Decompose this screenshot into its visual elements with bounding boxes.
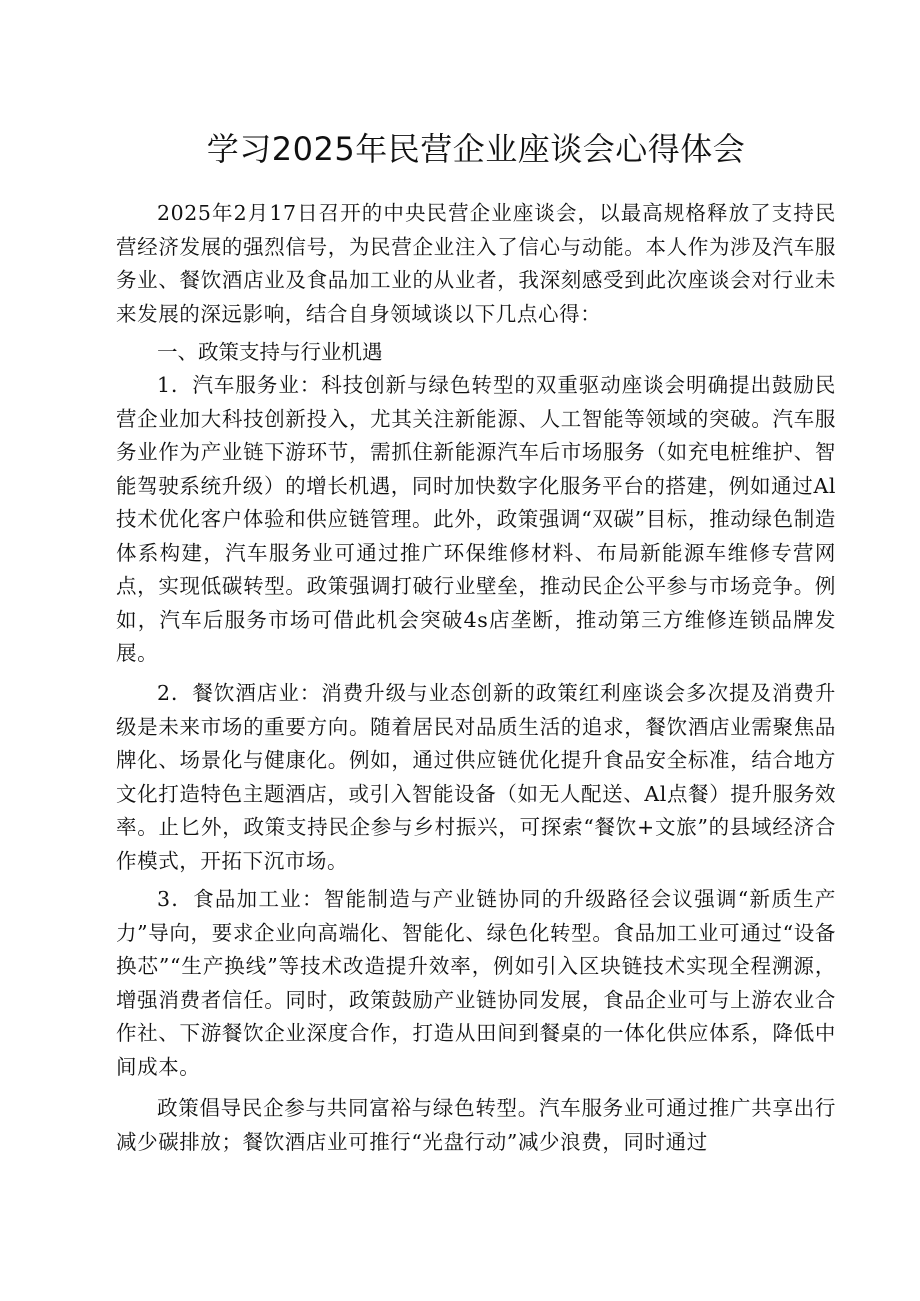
paragraph-common-prosperity: 政策倡导民企参与共同富裕与绿色转型。汽车服务业可通过推广共享出行减少碳排放；餐饮酒店业可推行“光盘行动”减少浪费，同时通过 bbox=[116, 1096, 836, 1154]
paragraph-catering-hotel: 2．餐饮酒店业：消费升级与业态创新的政策红利座谈会多次提及消费升级是未来市场的重要方向。随着居民对品质生活的追求，餐饮酒店业需聚焦品牌化、场景化与健康化。例如，通过供应链优化提升食品安全标准，结合地方文化打造特色主题酒店，或引入智能设备（如无人配送、Al点餐）提升服务效率。止匕外，政策支持民企参与乡村振兴，可探索“餐饮+文旅”的县域经济合作模式，开拓下沉市场。 bbox=[116, 681, 836, 873]
intro-paragraph: 2025年2月17日召开的中央民营企业座谈会，以最高规格释放了支持民营经济发展的强烈信号，为民营企业注入了信心与动能。本人作为涉及汽车服务业、餐饮酒店业及食品加工业的从业者，我深刻感受到此次座谈会对行业未来发展的深远影响，结合自身领域谈以下几点心得： bbox=[116, 201, 836, 326]
section-heading-policy-support: 一、政策支持与行业机遇 bbox=[157, 340, 383, 364]
document-title: 学习2025年民营企业座谈会心得体会 bbox=[206, 130, 746, 168]
paragraph-auto-service: 1．汽车服务业：科技创新与绿色转型的双重驱动座谈会明确提出鼓励民营企业加大科技创新投入，尤其关注新能源、人工智能等领域的突破。汽车服务业作为产业链下游环节，需抓住新能源汽车后市场服务（如充电桩维护、智能驾驶系统升级）的增长机遇，同时加快数字化服务平台的搭建，例如通过Al技术优化客户体验和供应链管理。此外，政策强调“双碳”目标，推动绿色制造体系构建，汽车服务业可通过推广环保维修材料、布局新能源车维修专营网点，实现低碳转型。政策强调打破行业壁垒，推动民企公平参与市场竞争。例如，汽车后服务市场可借此机会突破4s店垄断，推动第三方维修连锁品牌发展。 bbox=[116, 373, 836, 665]
paragraph-food-processing: 3．食品加工业：智能制造与产业链协同的升级路径会议强调“新质生产力”导向，要求企业向高端化、智能化、绿色化转型。食品加工业可通过“设备换芯”“生产换线”等技术改造提升效率，例如引入区块链技术实现全程溯源，增强消费者信任。同时，政策鼓励产业链协同发展，食品企业可与上游农业合作社、下游餐饮企业深度合作，打造从田间到餐桌的一体化供应体系，降低中间成本。 bbox=[116, 887, 836, 1079]
